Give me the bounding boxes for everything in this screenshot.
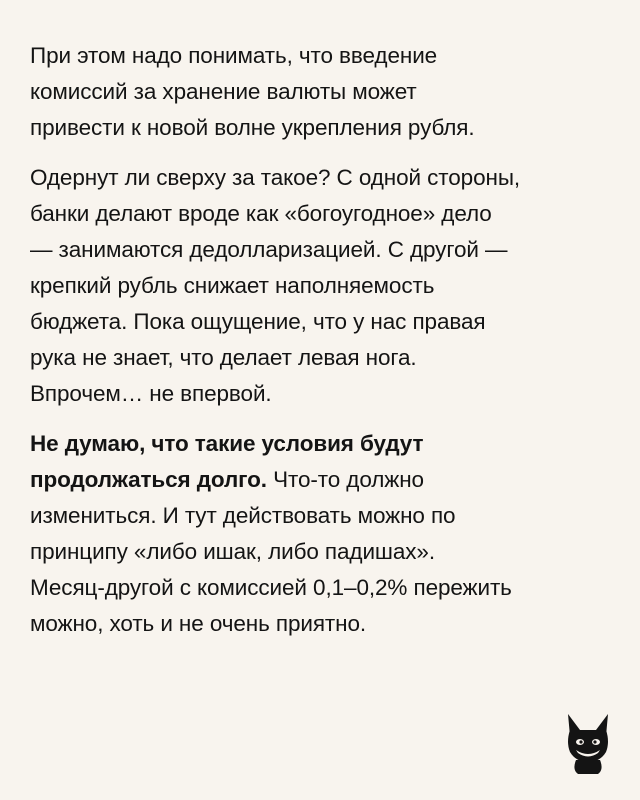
text-line (30, 160, 620, 196)
text-line (30, 498, 620, 534)
text-line (30, 534, 620, 570)
text-line (30, 232, 620, 268)
text-segment: комиссий за хранение валюты может (30, 79, 417, 104)
text-segment: принципу «либо ишак, либо падишах». (30, 539, 435, 564)
text-line (30, 268, 620, 304)
text-segment: измениться. И тут действовать можно по (30, 503, 456, 528)
article-body (30, 38, 620, 642)
text-line (30, 606, 620, 642)
bold-text-segment: Не думаю, что такие условия будут (30, 431, 424, 456)
text-line (30, 340, 620, 376)
text-segment: При этом надо понимать, что введение (30, 43, 438, 68)
text-segment: крепкий рубль снижает наполняемость (30, 273, 435, 298)
text-line (30, 462, 620, 498)
paragraph (30, 160, 620, 412)
text-segment: бюджета. Пока ощущение, что у нас правая (30, 309, 486, 334)
text-segment: — занимаются дедолларизацией. С другой — (30, 237, 508, 262)
text-line (30, 570, 620, 606)
text-segment: Одернут ли сверху за такое? С одной стороны, (30, 165, 521, 190)
paragraph (30, 38, 620, 146)
text-line (30, 376, 620, 412)
text-segment: Месяц-другой с комиссией 0,1–0,2% пережить (30, 575, 512, 600)
paragraph (30, 426, 620, 642)
text-segment: привести к новой волне укрепления рубля. (30, 115, 475, 140)
fox-mascot-icon (562, 712, 614, 774)
bold-text-segment: продолжаться долго. (30, 467, 267, 492)
text-line (30, 74, 620, 110)
text-line (30, 110, 620, 146)
text-segment: можно, хоть и не очень приятно. (30, 611, 367, 636)
text-line (30, 38, 620, 74)
text-segment: банки делают вроде как «богоугодное» дело (30, 201, 492, 226)
text-line (30, 304, 620, 340)
text-line (30, 426, 620, 462)
text-segment: Впрочем… не впервой. (30, 381, 272, 406)
text-line (30, 196, 620, 232)
text-segment: Что-то должно (266, 467, 424, 492)
text-segment: рука не знает, что делает левая нога. (30, 345, 417, 370)
